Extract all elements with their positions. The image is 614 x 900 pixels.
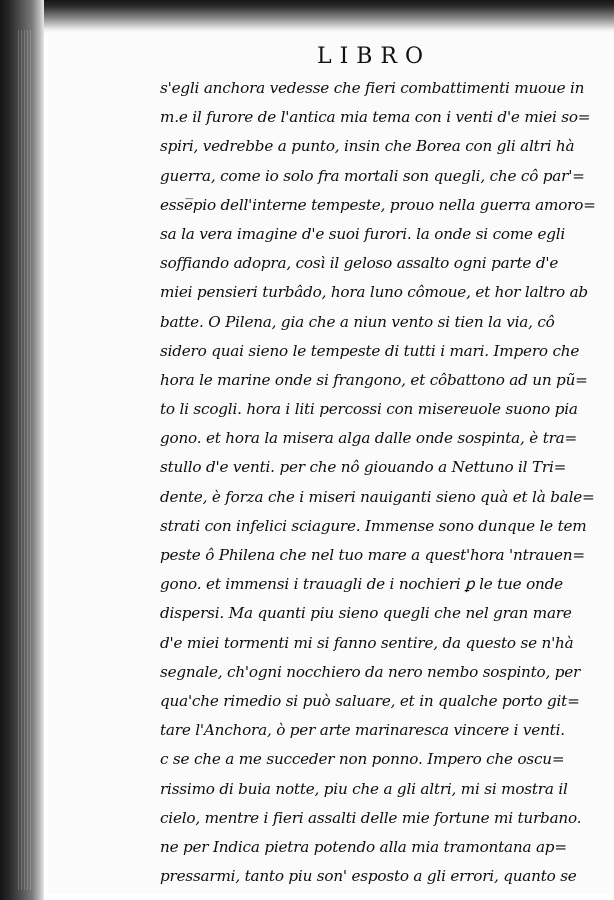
- page-text: [160, 74, 606, 891]
- text-line: gono. et hora la misera alga dalle onde sospinta, è tra=: [160, 429, 578, 448]
- text-line: dente, è forza che i miseri nauiganti sieno quà et là bale=: [160, 487, 595, 506]
- text-line: spiri, vedrebbe a punto, insin che Borea con gli altri hà: [160, 137, 575, 156]
- page-edges: [18, 30, 32, 890]
- text-line: s'egli anchora vedesse che fieri combattimenti muoue in: [160, 79, 585, 97]
- text-line: soffiando adopra, così il geloso assalto ogni parte d'e: [160, 254, 559, 273]
- book-binding-gutter: [0, 0, 44, 900]
- text-line: pressarmi, tanto piu son' esposto a gli errori, quanto se: [160, 867, 577, 886]
- text-line: sa la vera imagine d'e suoi furori. la onde si come egli: [160, 224, 566, 243]
- text-line: to li scogli. hora i liti percossi con misereuole suono pia: [160, 400, 578, 419]
- book-page: [48, 34, 610, 894]
- text-line: d'e miei tormenti mi si fanno sentire, da questo se n'hà: [160, 633, 574, 652]
- text-line: rissimo di buia notte, piu che a gli altri, mi si mostra il: [160, 779, 568, 798]
- text-line: batte. O Pilena, gia che a niun vento si tien la via, cô: [160, 312, 555, 331]
- text-line: hora le marine onde si frangono, et côbattono ad un pũ=: [160, 370, 588, 389]
- text-line: cielo, mentre i fieri assalti delle mie fortune mi turbano.: [160, 808, 582, 827]
- text-line: m.e il furore de l'antica mia tema con i venti d'e miei so=: [160, 108, 591, 127]
- text-line: segnale, ch'ogni nocchiero da nero nembo sospinto, per: [160, 662, 581, 681]
- text-line: c se che a me succeder non ponno. Impero che oscu=: [160, 750, 565, 769]
- text-line: peste ô Philena che nel tuo mare a quest'hora 'ntrauen=: [160, 546, 585, 564]
- text-line: sidero quai sieno le tempeste di tutti i mari. Impero che: [160, 341, 580, 360]
- text-line: miei pensieri turbâdo, hora luno cômoue, et hor laltro ab: [160, 283, 588, 302]
- text-line: esse̅pio dell'interne tempeste, prouo nella guerra amoro=: [160, 195, 596, 214]
- text-line: guerra, come io solo fra mortali son quegli, che cô par'=: [160, 166, 585, 185]
- text-line: stullo d'e venti. per che nô giouando a Nettuno il Tri=: [160, 458, 567, 477]
- page-top-shadow: [0, 0, 614, 34]
- text-line: dispersi. Ma quanti piu sieno quegli che nel gran mare: [160, 604, 572, 623]
- running-head: LIBRO: [316, 44, 432, 69]
- text-line: tare l'Anchora, ò per arte marinaresca vincere i venti.: [160, 721, 565, 740]
- text-line: qua'che rimedio si può saluare, et in qualche porto git=: [160, 691, 580, 710]
- text-line: gono. et immensi i trauagli de i nochieri ꝑ le tue onde: [160, 575, 563, 594]
- text-line: ne per Indica pietra potendo alla mia tramontana ap=: [160, 837, 567, 856]
- text-line: strati con infelici sciagure. Immense sono dunque le tem: [160, 516, 587, 535]
